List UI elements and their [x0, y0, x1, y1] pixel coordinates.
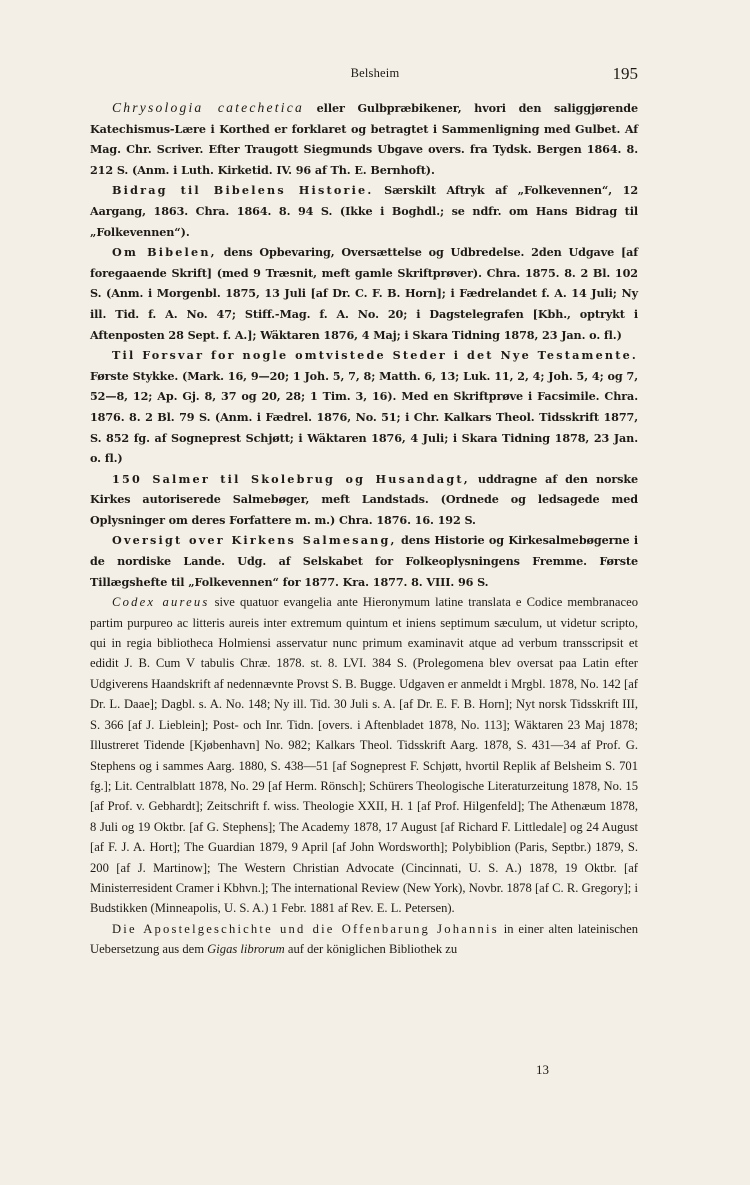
- entry-text: eller Gulbpræbikener, hvori den saliggjørende Katechismus-Lære i Korthed er forklaret og betragtet i Sammenligning med Gulbet. Af Mag. Chr. Scriver. Efter Traugott Siegmunds Ubgave overs. fra Tydsk. Bergen 1864. 8. 212 S. (Anm. i Luth. Kirketid. IV. 96 af Th. E. Bernhoft).: [90, 101, 639, 177]
- entry-chrysologia: [90, 98, 638, 180]
- signature-mark: 13: [536, 1062, 549, 1077]
- entry-text: dens Historie og Kirkesalmebøgerne i de nordiske Lande. Udg. af Selskabet for Folkeoplysningens Fremme. Første Tillægshefte til „Folkevennen“ for 1877. Kra. 1877. 8. VIII. 96 S.: [90, 533, 638, 589]
- entry-apostelgeschichte: [90, 919, 638, 960]
- bibliography-body: [90, 98, 638, 960]
- entry-til-forsvar: [90, 345, 638, 469]
- entry-text: Første Stykke. (Mark. 16, 9—20; 1 Joh. 5, 7, 8; Matth. 6, 13; Luk. 11, 2, 4; Joh. 5, 4; og 7, 52—8, 12; Ap. Gj. 8, 37 og 20, 28; 1 Tim. 3, 16). Med en Skriftprøve i Facsimile. Chra. 1876. 8. 2 Bl. 79 S. (Anm. i Fædrel. 1876, No. 51; i Chr. Kalkars Theol. Tidsskrift 1877, S. 852 fg. af Sogneprest Schjøtt; i Wäktaren 1876, 4 Juli; i Skara Tidning 1878, 23 Jan. o. fl.): [90, 368, 638, 466]
- entry-title: Om Bibelen,: [112, 245, 217, 260]
- entry-title: Bidrag til Bibelens Historie.: [112, 183, 374, 198]
- entry-text-before: in einer alten lateinischen Uebersetzung aus dem: [90, 921, 638, 957]
- entry-title: Die Apostelgeschichte und die Offenbarung Johannis: [112, 921, 499, 936]
- page-number: 195: [612, 64, 638, 83]
- entry-title: 150 Salmer til Skolebrug og Husandagt,: [112, 471, 470, 486]
- running-head: Belsheim: [350, 66, 400, 80]
- entry-150-salmer: [90, 469, 638, 531]
- entry-text: sive quatuor evangelia ante Hieronymum latine translata e Codice membranaceo partim purpureo ac litteris aureis inter extremum quintum et iniens septimum sæculum, ut videtur scripto, qui in regia bibliotheca Holmiensi asservatur nunc primum examinavit atque ad verbum transscripsit et edidit J. B. Cum V tabulis Chræ. 1878. st. 8. LVI. 384 S. (Prolegomena blev oversat paa Latin efter Udgiverens Haandskrift af nedennævnte Provst S. B. Bugge. Udgaven er anmeldt i Mrgbl. 1878, No. 142 [af Dr. L. Daae]; Dagbl. s. A. No. 148; Ny ill. Tid. 30 Juli s. A. [af Dr. E. F. B. Horn]; Nyt norsk Tidsskrift III, S. 366 [af J. Lieblein]; Post- och Inr. Tidn. [overs. i Aftenbladet 1878, No. 113]; Wäktaren 23 Maj 1878; Illustreret Tidende [Kjøbenhavn] No. 982; Kalkars Theol. Tidsskrift Aarg. 1878, S. 431—34 af Prof. G. Stephens og i sammes Aarg. 1880, S. 438—51 [af Sogneprest F. Schjøtt, hvortil Replik af Belsheim S. 701 fg.]; Lit. Centralblatt 1878, No. 29 [af Herm. Rönsch]; Schürers Theologische Literaturzeitung 1878, No. 15 [af Prof. v. Gebhardt]; Zeitschrift f. wiss. Theologie XXII, H. 1 [af Prof. Hilgenfeld]; The Athenæum 1878, 8 Juli og 19 Oktbr. [af G. Stephens]; The Academy 1878, 17 August [af Richard F. Littledale] og 24 August [af F. J. A. Hort]; The Guardian 1879, 9 April [af John Wordsworth]; Polybiblion (Paris, Septbr.) 1879, S. 200 [af J. Martinow]; The Western Christian Advocate (Cincinnati, U. S. A.) 1878, 19 Oktbr. [af Ministerresident Cramer i Kbhvn.]; The international Review (New York), Novbr. 1878 [af C. R. Gregory]; i Budstikken (Minneapolis, U. S. A.) 1 Febr. 1881 af Rev. E. L. Petersen).: [90, 595, 638, 916]
- entry-bidrag: [90, 180, 638, 242]
- entry-title: Chrysologia catechetica: [112, 100, 304, 115]
- entry-om-bibelen: [90, 242, 638, 345]
- entry-text: uddragne af den norske Kirkes autoriserede Salmebøger, meft Landstads. (Ordnede og ledsagede med Oplysninger om deres Forfattere m. m.) Chra. 1876. 16. 192 S.: [90, 471, 639, 527]
- entry-title: Codex aureus: [112, 595, 210, 610]
- entry-italic-title: Gigas librorum: [207, 942, 285, 957]
- entry-title: Til Forsvar for nogle omtvistede Steder i det Nye Testamente.: [112, 348, 638, 363]
- page-header: [0, 64, 750, 88]
- entry-codex-aureus: [90, 592, 638, 919]
- entry-title: Oversigt over Kirkens Salmesang,: [112, 533, 397, 548]
- entry-text-after: auf der königlichen Bibliothek zu: [287, 942, 458, 957]
- entry-oversigt: [90, 530, 638, 592]
- entry-text: dens Opbevaring, Oversættelse og Udbredelse. 2den Udgave [af foregaaende Skrift] (med 9 Træsnit, meft gamle Skriftprøver). Chra. 1875. 8. 2 Bl. 102 S. (Anm. i Morgenbl. 1875, 13 Juli [af Dr. C. F. B. Horn]; i Fædrelandet f. A. 14 Juli; Ny ill. Tid. f. A. No. 47; Stiff.-Mag. f. A. No. 20; i Dagstelegrafen [Kbh., optrykt i Aftenposten 28 Sept. f. A.]; Wäktaren 1876, 4 Maj; i Skara Tidning 1878, 23 Jan. o. fl.): [90, 245, 639, 342]
- entry-text: Særskilt Aftryk af „Folkevennen“, 12 Aargang, 1863. Chra. 1864. 8. 94 S. (Ikke i Boghdl.; se ndfr. om Hans Bidrag til „Folkevennen“).: [90, 183, 639, 239]
